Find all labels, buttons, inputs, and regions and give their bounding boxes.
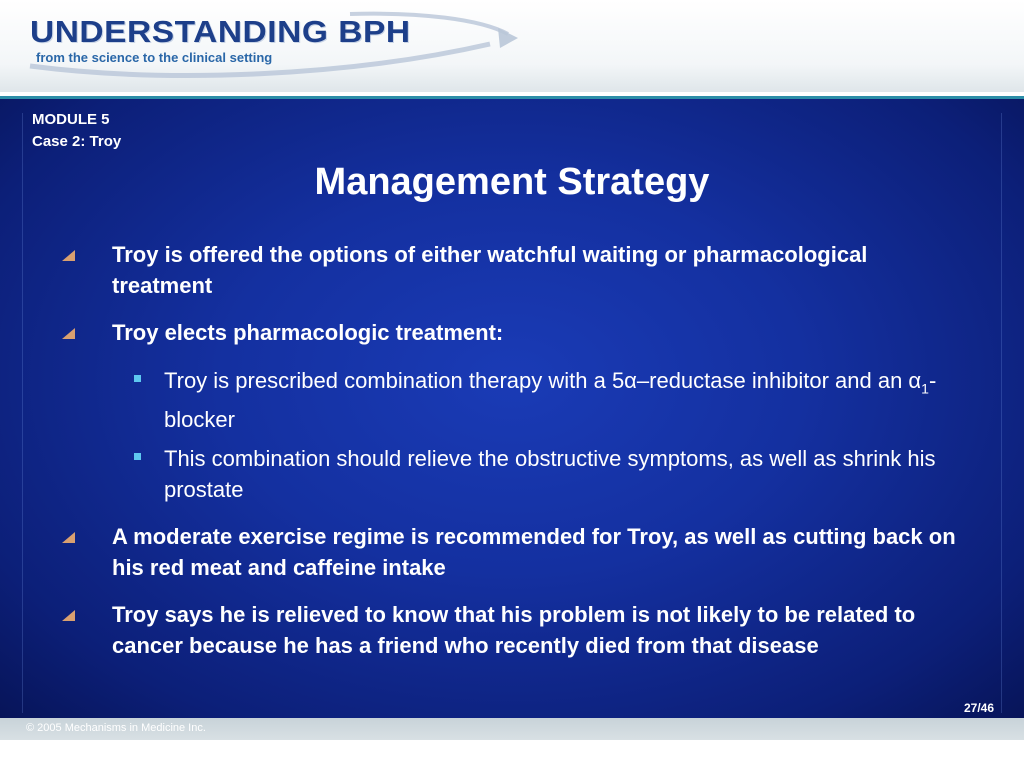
sub-bullet-item (164, 443, 964, 505)
sub-bullet-text: This combination should relieve the obstructive symptoms, as well as shrink his prostate (164, 446, 936, 502)
slide-panel (0, 96, 1024, 721)
bullet-text: Troy elects pharmacologic treatment: (112, 320, 504, 345)
module-number: MODULE 5 (32, 111, 110, 128)
sub-bullet-text: Troy is prescribed combination therapy with a 5α–reductase inhibitor and an α (164, 368, 922, 393)
copyright-text: © 2005 Mechanisms in Medicine Inc. (26, 722, 206, 734)
bullet-text: Troy is offered the options of either watchful waiting or pharmacological treatment (112, 242, 868, 298)
subscript: 1 (921, 380, 929, 397)
triangle-bullet-icon (62, 532, 75, 543)
bullet-text: A moderate exercise regime is recommended for Troy, as well as cutting back on his red meat and caffeine intake (112, 524, 956, 580)
sub-bullet-item (164, 365, 964, 435)
sub-bullet-text-end: -blocker (164, 368, 937, 433)
square-bullet-icon (134, 375, 141, 382)
footer-bar (0, 718, 1024, 740)
bullet-item (112, 599, 972, 661)
bullet-item (112, 239, 972, 301)
bullet-item (112, 317, 972, 348)
module-label (32, 109, 121, 153)
triangle-bullet-icon (62, 610, 75, 621)
triangle-bullet-icon (62, 328, 75, 339)
slide-title: Management Strategy (314, 161, 710, 203)
bullet-text: Troy says he is relieved to know that his problem is not likely to be related to cancer because he has a friend who recently died from that disease (112, 602, 916, 658)
triangle-bullet-icon (62, 250, 75, 261)
logo-title: UNDERSTANDING BPH (30, 14, 411, 49)
case-label: Case 2: Troy (32, 133, 122, 150)
header-banner (0, 0, 1024, 92)
bullet-item (112, 521, 972, 583)
logo-subtitle: from the science to the clinical setting (36, 50, 273, 65)
page-number: 27/46 (963, 701, 994, 715)
square-bullet-icon (134, 453, 141, 460)
